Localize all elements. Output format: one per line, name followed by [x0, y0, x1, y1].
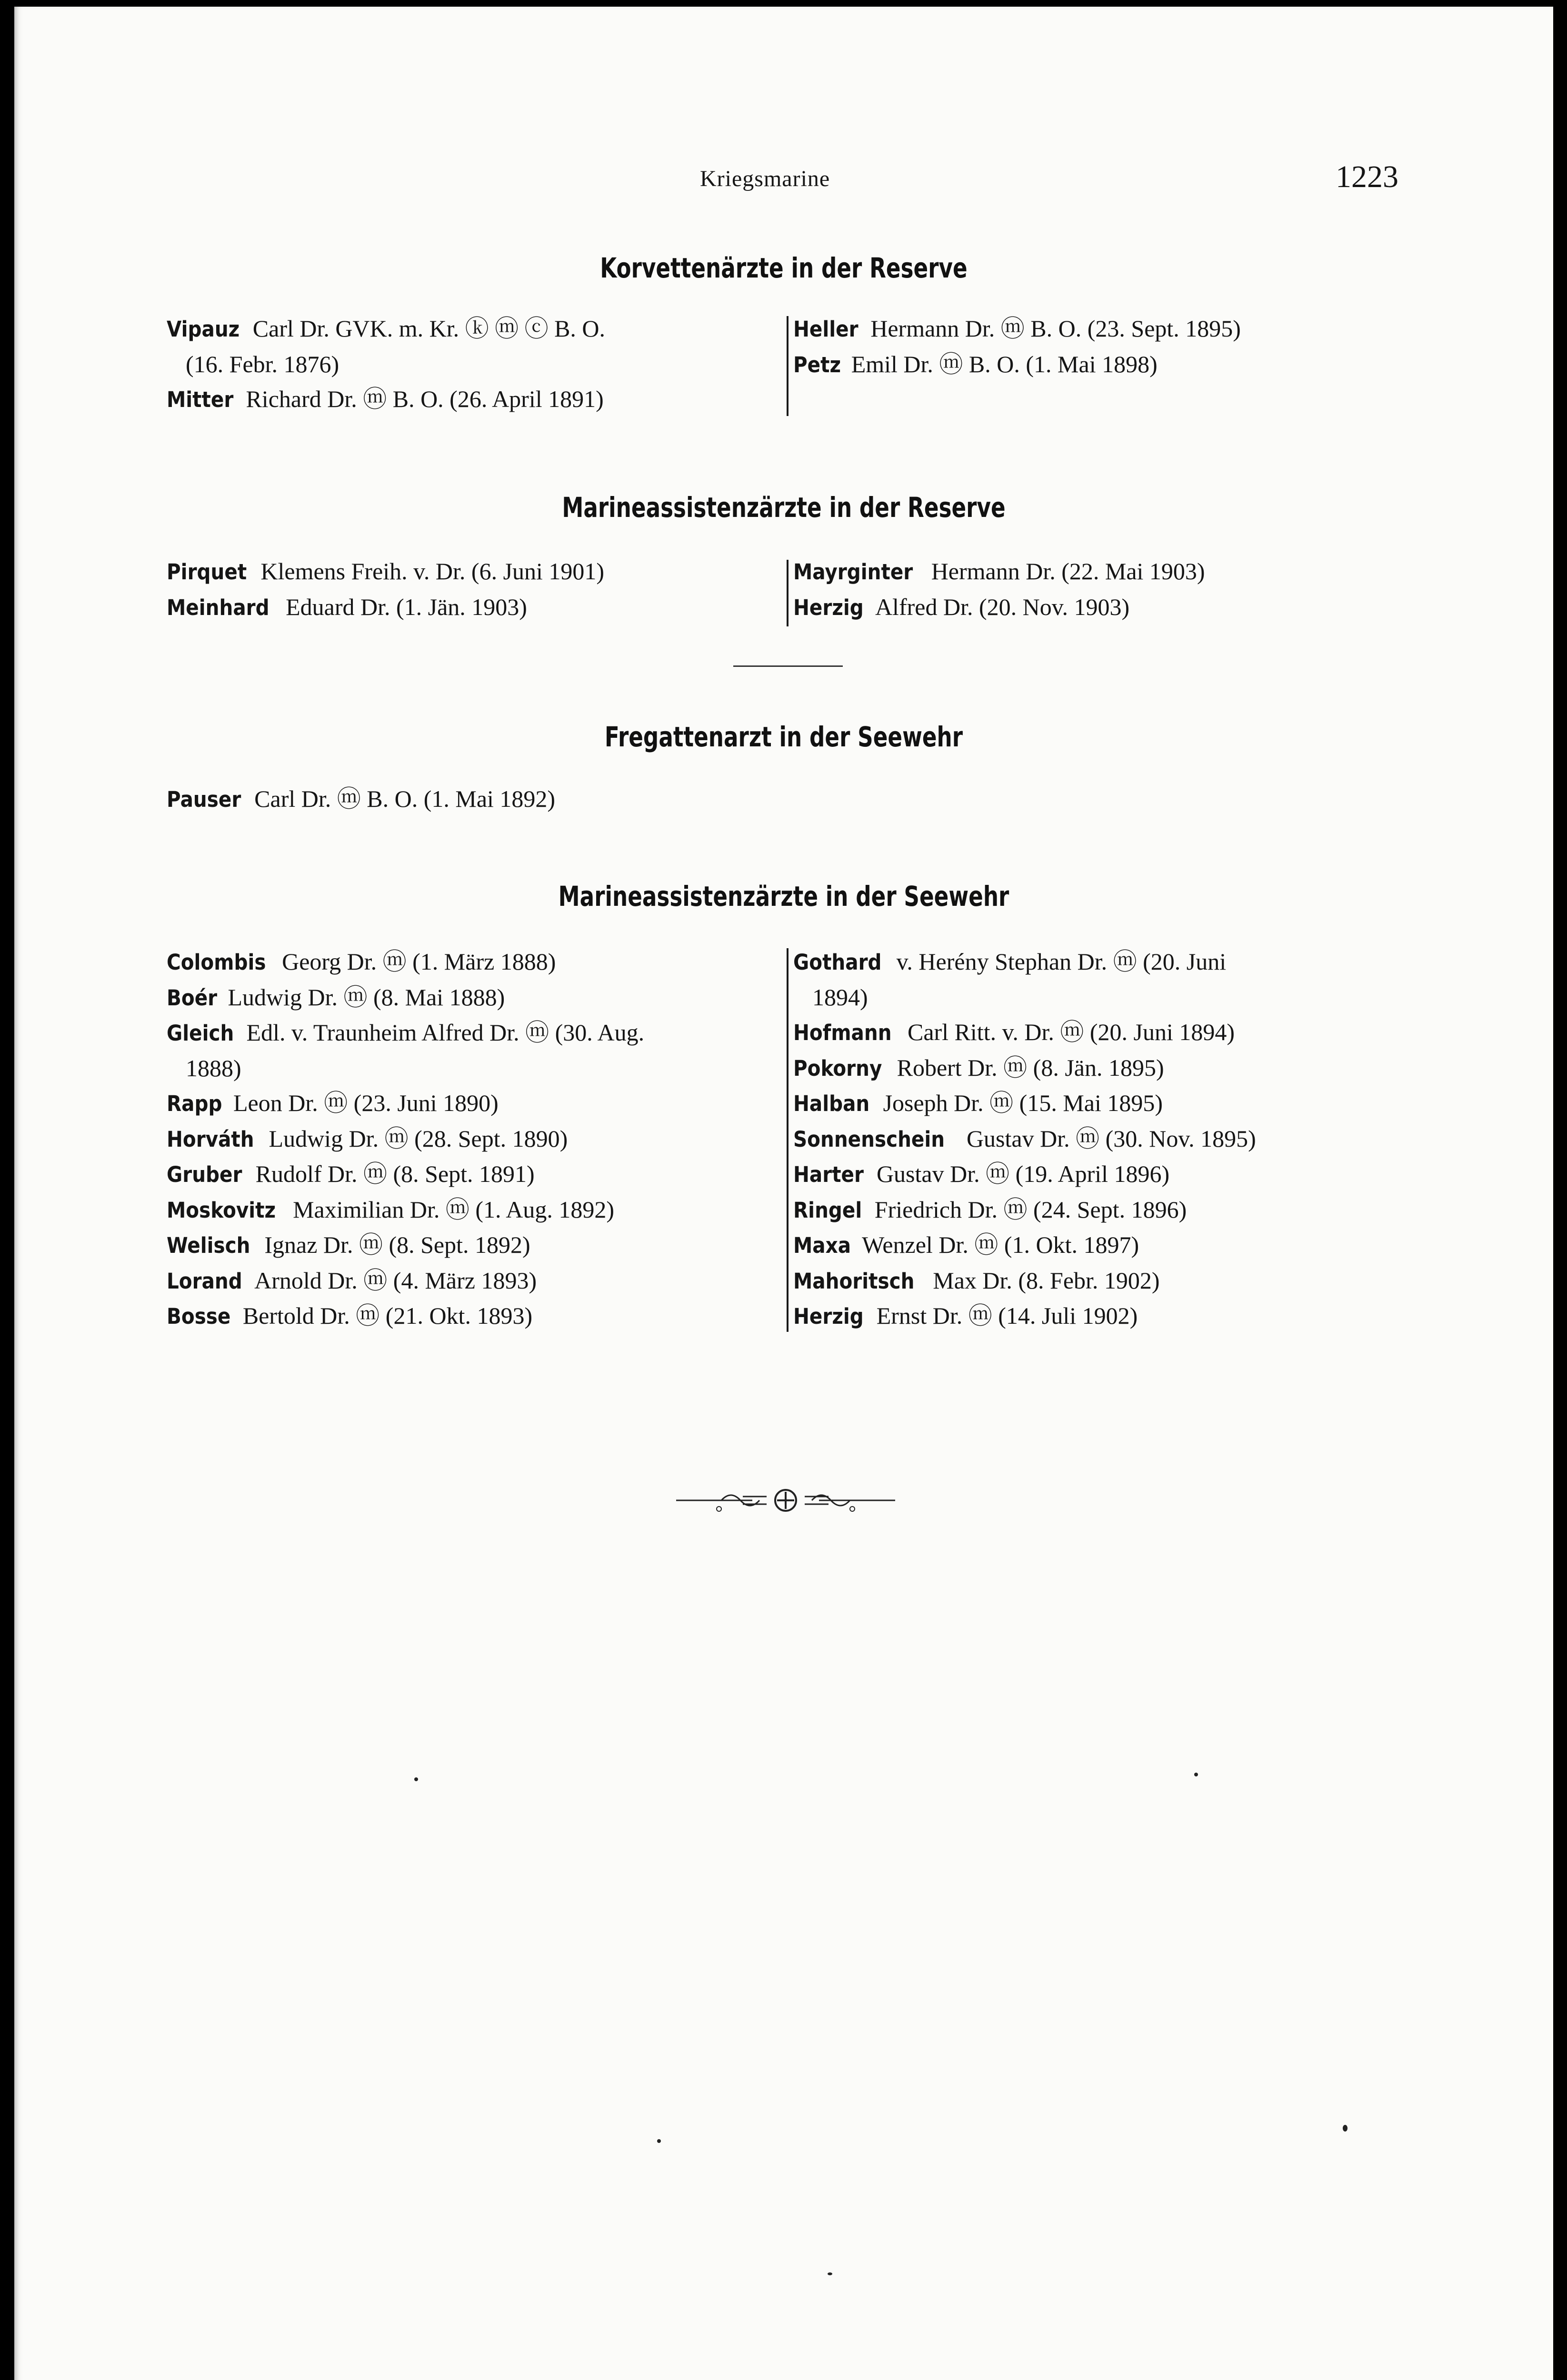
column-divider	[787, 316, 788, 416]
entry-surname: Herzig	[793, 1304, 864, 1329]
list-item	[167, 1192, 644, 1228]
entry-surname: Moskovitz	[167, 1197, 276, 1223]
entry-details: Carl Ritt. v. Dr. ⓜ (20. Juni 1894)	[907, 1019, 1235, 1045]
list-item-continuation	[167, 347, 605, 382]
entry-details: v. Herény Stephan Dr. ⓜ (20. Juni	[896, 948, 1227, 975]
document-page	[14, 7, 1553, 2380]
list-item	[167, 980, 644, 1016]
list-item-continuation	[167, 1051, 644, 1086]
list-item	[167, 590, 604, 625]
entry-details: Alfred Dr. (20. Nov. 1903)	[875, 593, 1130, 620]
column-divider	[787, 560, 788, 626]
list-item	[167, 1086, 644, 1121]
entry-details: (16. Febr. 1876)	[186, 350, 339, 377]
list-item	[793, 1299, 1256, 1334]
entry-details: Maximilian Dr. ⓜ (1. Aug. 1892)	[293, 1196, 615, 1223]
list-item	[793, 1263, 1256, 1299]
list-item	[793, 1228, 1256, 1263]
speck	[414, 1777, 418, 1781]
entry-details: Carl Dr. GVK. m. Kr. ⓚ ⓜ ⓒ B. O.	[252, 315, 606, 342]
entry-details: Robert Dr. ⓜ (8. Jän. 1895)	[897, 1054, 1164, 1081]
list-item	[793, 1121, 1256, 1157]
entry-details: Ignaz Dr. ⓜ (8. Sept. 1892)	[264, 1231, 530, 1258]
entry-details: Hermann Dr. (22. Mai 1903)	[931, 558, 1205, 585]
entry-details: Bertold Dr. ⓜ (21. Okt. 1893)	[242, 1302, 533, 1329]
entry-details: Arnold Dr. ⓜ (4. März 1893)	[254, 1267, 537, 1294]
section-title-fregattenarzt: Fregattenarzt in der Seewehr	[604, 721, 963, 753]
entry-details: Emil Dr. ⓜ B. O. (1. Mai 1898)	[851, 350, 1158, 377]
section-title-marineassistenz-reserve: Marineassistenzärzte in der Reserve	[562, 491, 1006, 524]
entry-details: Leon Dr. ⓜ (23. Juni 1890)	[233, 1090, 499, 1116]
section-title-korvettenaerzte: Korvettenärzte in der Reserve	[600, 252, 968, 284]
list-item	[167, 1263, 644, 1299]
korvetten-right-column	[793, 311, 1241, 382]
seewehr-left-column	[167, 944, 644, 1334]
entry-details: Klemens Freih. v. Dr. (6. Juni 1901)	[260, 558, 605, 585]
entry-surname: Hofmann	[793, 1020, 892, 1045]
list-item	[167, 782, 555, 817]
list-item-continuation	[793, 980, 1256, 1015]
speck	[1343, 2125, 1347, 2132]
entry-details: Richard Dr. ⓜ B. O. (26. April 1891)	[246, 386, 604, 412]
list-item	[167, 1228, 644, 1263]
speck	[828, 2272, 832, 2275]
entry-details: Ludwig Dr. ⓜ (28. Sept. 1890)	[269, 1125, 568, 1152]
entry-surname: Welisch	[167, 1233, 250, 1258]
entry-surname: Sonnenschein	[793, 1126, 945, 1152]
list-item	[793, 1051, 1256, 1086]
entry-surname: Vipauz	[167, 317, 240, 342]
entry-details: Ludwig Dr. ⓜ (8. Mai 1888)	[228, 983, 505, 1011]
list-item	[167, 1121, 644, 1157]
entry-surname: Boér	[167, 985, 218, 1011]
entry-details: Edl. v. Traunheim Alfred Dr. ⓜ (30. Aug.	[246, 1019, 645, 1046]
entry-details: Carl Dr. ⓜ B. O. (1. Mai 1892)	[254, 785, 556, 812]
entry-details: Joseph Dr. ⓜ (15. Mai 1895)	[883, 1090, 1163, 1116]
entry-details: 1894)	[812, 983, 868, 1011]
section-separator-rule	[733, 665, 843, 667]
list-item	[793, 944, 1256, 980]
entry-surname: Meinhard	[167, 595, 269, 620]
reserve-left-column	[167, 554, 604, 625]
list-item	[793, 347, 1241, 383]
entry-surname: Petz	[793, 352, 841, 377]
list-item	[793, 590, 1205, 625]
running-header: Kriegsmarine	[700, 166, 830, 191]
list-item	[167, 382, 605, 417]
entry-details: Gustav Dr. ⓜ (30. Nov. 1895)	[966, 1125, 1256, 1152]
entry-surname: Maxa	[793, 1233, 851, 1258]
list-item	[167, 554, 604, 590]
entry-surname: Gleich	[167, 1021, 234, 1046]
entry-surname: Horváth	[167, 1126, 254, 1152]
entry-details: Georg Dr. ⓜ (1. März 1888)	[282, 948, 556, 975]
column-divider	[787, 948, 788, 1332]
entry-details: Ernst Dr. ⓜ (14. Juli 1902)	[876, 1302, 1138, 1329]
list-item	[167, 944, 644, 980]
entry-details: Hermann Dr. ⓜ B. O. (23. Sept. 1895)	[870, 315, 1241, 342]
entry-surname: Pauser	[167, 787, 241, 812]
entry-surname: Lorand	[167, 1268, 242, 1294]
list-item	[793, 1157, 1256, 1192]
reserve-right-column	[793, 554, 1205, 625]
entry-surname: Mitter	[167, 387, 234, 412]
entry-surname: Bosse	[167, 1304, 231, 1329]
entry-surname: Mahoritsch	[793, 1268, 915, 1294]
entry-surname: Colombis	[167, 950, 266, 975]
list-item	[793, 1192, 1256, 1228]
entry-surname: Heller	[793, 317, 858, 342]
list-item	[167, 1157, 644, 1192]
entry-surname: Rapp	[167, 1091, 222, 1116]
entry-details: Gustav Dr. ⓜ (19. April 1896)	[876, 1160, 1170, 1187]
list-item	[793, 311, 1241, 347]
entry-surname: Halban	[793, 1091, 870, 1116]
list-item	[167, 1015, 644, 1051]
fregatten-entry	[167, 782, 555, 817]
entry-surname: Pirquet	[167, 559, 247, 585]
entry-surname: Herzig	[793, 595, 864, 620]
list-item	[167, 311, 605, 347]
entry-surname: Pokorny	[793, 1055, 882, 1081]
entry-details: Friedrich Dr. ⓜ (24. Sept. 1896)	[874, 1196, 1187, 1223]
speck	[657, 2139, 661, 2143]
entry-details: Max Dr. (8. Febr. 1902)	[933, 1267, 1160, 1294]
list-item	[793, 1015, 1256, 1051]
list-item	[793, 554, 1205, 590]
entry-surname: Mayrginter	[793, 559, 913, 585]
ornament-divider-icon	[676, 1486, 895, 1515]
seewehr-right-column	[793, 944, 1256, 1334]
entry-surname: Gruber	[167, 1162, 242, 1187]
entry-details: Rudolf Dr. ⓜ (8. Sept. 1891)	[255, 1160, 535, 1187]
entry-details: Wenzel Dr. ⓜ (1. Okt. 1897)	[862, 1231, 1139, 1258]
entry-surname: Ringel	[793, 1197, 862, 1223]
page-number: 1223	[1336, 159, 1398, 194]
list-item	[793, 1086, 1256, 1121]
korvetten-left-column	[167, 311, 605, 417]
section-title-marineassistenz-seewehr: Marineassistenzärzte in der Seewehr	[558, 880, 1009, 912]
entry-details: Eduard Dr. (1. Jän. 1903)	[286, 593, 527, 620]
list-item	[167, 1299, 644, 1334]
speck	[1194, 1773, 1198, 1776]
entry-surname: Harter	[793, 1162, 864, 1187]
entry-details: 1888)	[186, 1054, 241, 1081]
entry-surname: Gothard	[793, 950, 882, 975]
